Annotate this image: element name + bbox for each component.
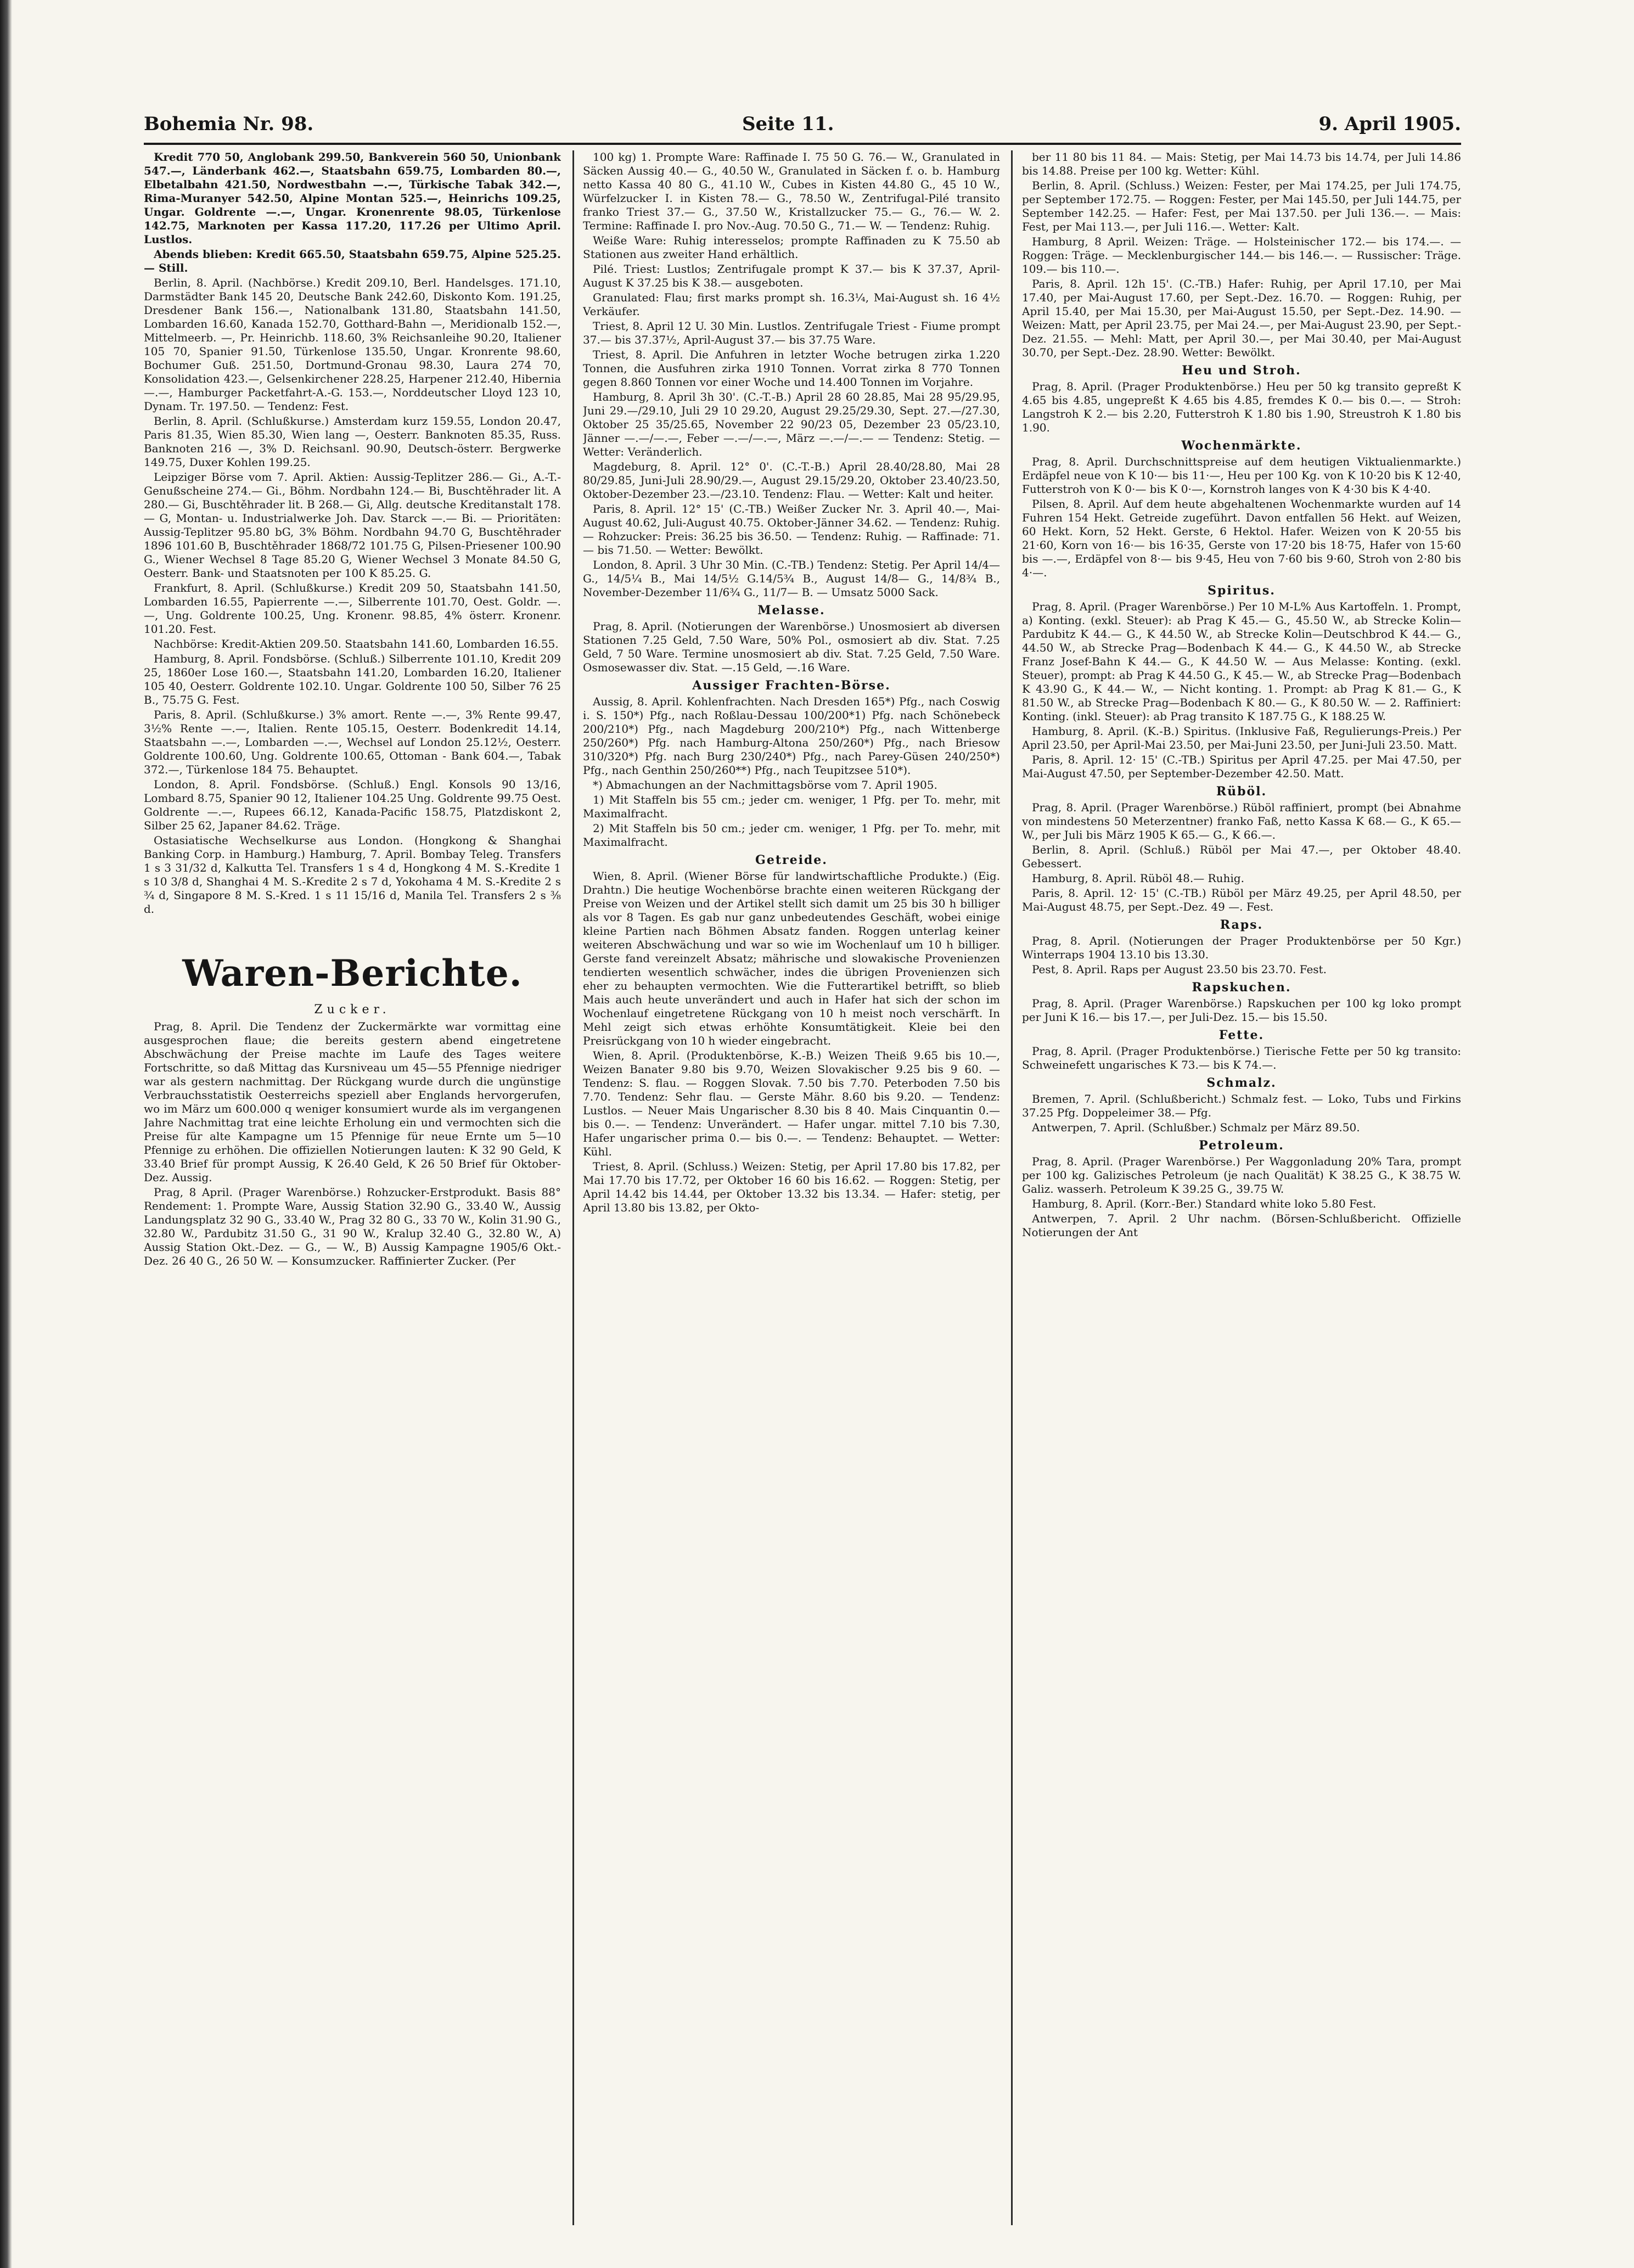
section-heading: Getreide. [755,853,828,867]
market-report-paragraph: Leipziger Börse vom 7. April. Aktien: Aussig-Teplitzer 286.— Gi., A.-T.-Genußscheine 274.— Gi., Böhm. Nordbahn 124.— Bi, Buschtěhrader lit. A 280.— Gi, Buschtěhrader lit. B 268.— Gi, Allg. deutsche Kreditanstalt 178.— G, Montan- u. Industrialwerke Joh. Dav. Starck —.— Bi. — Prioritäten: Aussig-Teplitzer 95.80 bG, 3% Böhm. Nordbahn 94.70 G, Buschtěhrader 1896 101.60 B, Buschtěhrader 1868/72 101.75 G, Pilsen-Priesener 100.90 G., Wiener Wechsel 8 Tage 85.20 G, Wiener Wechsel 3 Monate 84.50 G, Oesterr. Bank- und Staatsnoten per 100 K 85.25. G. [144,470,561,580]
market-report-paragraph: Hamburg, 8. April. Rüböl 48.— Ruhig. [1032,872,1244,885]
market-report-paragraph: Paris, 8. April. 12· 15' (C.-TB.) Rüböl per März 49.25, per April 48.50, per Mai-August 48.75, per Sept.-Dez. 49 —. Fest. [1022,886,1461,913]
market-report-paragraph: Prag, 8. April. (Prager Warenbörse.) Rüböl raffiniert, prompt (bei Abnahme von mindestens 50 Meterzentner) franko Faß, netto Kassa K 68.— G., K 65.— W., per Juli bis März 1905 K 65.— G., K 66.—. [1022,801,1461,841]
column-2 [583,150,1000,2236]
section-heading: Rüböl. [1216,784,1267,799]
column-1 [144,150,561,2236]
market-report-paragraph: Antwerpen, 7. April. (Schlußber.) Schmalz per März 89.50. [1032,1121,1360,1134]
market-report-paragraph: Nachbörse: Kredit-Aktien 209.50. Staatsbahn 141.60, Lombarden 16.55. [154,637,559,650]
market-report-paragraph: Pest, 8. April. Raps per August 23.50 bis 23.70. Fest. [1032,963,1327,976]
market-report-paragraph: Triest, 8. April. Die Anfuhren in letzter Woche betrugen zirka 1.220 Tonnen, die Ausfuhren zirka 1910 Tonnen. Vorrat zirka 8 770 Tonnen gegen 8.860 Tonnen vor einer Woche und 14.400 Tonnen im Vorjahre. [583,348,1000,389]
market-report-paragraph: Berlin, 8. April. (Schluß.) Rüböl per Mai 47.—, per Oktober 48.40. Gebessert. [1022,843,1461,870]
market-report-paragraph: Prag, 8. April. (Prager Produktenbörse.) Tierische Fette per 50 kg transito: Schweinefett ungarisches K 73.— bis K 74.—. [1022,1045,1461,1071]
market-report-paragraph: Prag, 8. April. (Prager Produktenbörse.) Heu per 50 kg transito gepreßt K 4.65 bis 4.85, ungepreßt K 4.65 bis 4.85, fremdes K 0.— bis 0.—. — Stroh: Langstroh K 2.— bis 2.20, Futterstroh K 1.80 bis 1.90, Streustroh K 1.80 bis 1.90. [1022,380,1461,434]
header-date: 9. April 1905. [1318,113,1461,135]
market-report-paragraph: Ostasiatische Wechselkurse aus London. (Hongkong & Shanghai Banking Corp. in Hamburg.) Hamburg, 7. April. Bombay Teleg. Transfers 1 s 3 31/32 d, Kalkutta Tel. Transfers 1 s 4 d, Hongkong 4 M. S.-Kredite 1 s 10 3/8 d, Shanghai 4 M. S.-Kredite 2 s 7 d, Yokohama 4 M. S.-Kredite 2 s ¾ d, Singapore 8 M. S.-Kred. 1 s 11 15/16 d, Manila Tel. Transfers 2 s ⅜ d. [144,834,561,916]
page-header [144,110,1461,145]
page-content [144,110,1461,2239]
market-report-paragraph: Wien, 8. April. (Produktenbörse, K.-B.) Weizen Theiß 9.65 bis 10.—, Weizen Banater 9.80 bis 9.70, Weizen Slovakischer 9.25 bis 9 60. — Tendenz: S. flau. — Roggen Slovak. 7.50 bis 7.70. Peterboden 7.50 bis 7.70. Tendenz: Sehr flau. — Gerste Mähr. 8.60 bis 9.20. — Tendenz: Lustlos. — Neuer Mais Ungarischer 8.30 bis 8 40. Mais Cinquantin 0.— bis 0.—. — Tendenz: Unverändert. — Hafer ungar. mittel 7.10 bis 7.30, Hafer ungarischer prima 0.— bis 0.—. — Tendenz: Behauptet. — Wetter: Kühl. [583,1049,1000,1158]
market-report-paragraph: Hamburg, 8. April. (K.-B.) Spiritus. (Inklusive Faß, Regulierungs-Preis.) Per April 23.50, per April-Mai 23.50, per Mai-Juni 23.50, per Juni-Juli 23.50. Matt. [1022,725,1461,751]
market-report-paragraph: Kredit 770 50, Anglobank 299.50, Bankverein 560 50, Unionbank 547.—, Länderbank 462.—, Staatsbahn 659.75, Lombarden 80.—, Elbetalbahn 421.50, Nordwestbahn —.—, Türkische Tabak 342.—, Rima-Muranyer 542.50, Alpine Montan 525.—, Heinrichs 109.25, Ungar. Goldrente —.—, Ungar. Kronenrente 98.05, Türkenlose 142.75, Marknoten per Kassa 117.20, 117.26 per Ultimo April. Lustlos. [144,150,561,246]
column-3 [1022,150,1461,2236]
section-heading: Schmalz. [1206,1076,1277,1090]
section-heading: Heu und Stroh. [1182,363,1301,378]
subsection-title: Zucker. [314,1003,391,1017]
market-report-paragraph: Prag, 8 April. (Prager Warenbörse.) Rohzucker-Erstprodukt. Basis 88° Rendement: 1. Prompte Ware, Aussig Station 32.90 G., 33.40 W., Aussig Landungsplatz 32 90 G., 33.40 W., Prag 32 80 G., 33 70 W., Kolin 31.90 G., 32.80 W., Pardubitz 31.50 G., 31 90 W., Kralup 32.40 G., 32.80 W., A) Aussig Station Okt.-Dez. — G., — W., B) Aussig Kampagne 1905/6 Okt.-Dez. 26 40 G., 26 50 W. — Konsumzucker. Raffinierter Zucker. (Per [144,1186,561,1267]
market-report-paragraph: *) Abmachungen an der Nachmittagsbörse vom 7. April 1905. [593,778,937,791]
section-heading: Rapskuchen. [1192,980,1292,995]
column-rule [572,150,574,2225]
market-report-paragraph: Hamburg, 8 April. Weizen: Träge. — Holsteinischer 172.— bis 174.—. — Roggen: Träge. — Mecklenburgischer 144.— bis 146.—. — Russischer: Träge. 109.— bis 110.—. [1022,235,1461,276]
market-report-paragraph: Berlin, 8. April. (Schluss.) Weizen: Fester, per Mai 174.25, per Juli 174.75, per September 172.75. — Roggen: Fester, per Mai 145.50, per Juli 144.75, per September 142.25. — Hafer: Fest, per Mai 137.50. per Juli 136.—. — Mais: Fest, per Mai 113.—, per Juli 116.—. Wetter: Kalt. [1022,179,1461,233]
market-report-paragraph: Aussig, 8. April. Kohlenfrachten. Nach Dresden 165*) Pfg., nach Coswig i. S. 150*) Pfg., nach Roßlau-Dessau 100/200*1) Pfg. nach Schönebeck 200/210*) Pfg., nach Magdeburg 200/210*) Pfg., nach Wittenberge 250/260*) Pfg. nach Hamburg-Altona 250/260*) Pfg., nach Briesow 310/320*) Pfg. nach Burg 230/240*) Pfg., nach Parey-Güsen 240/250*) Pfg., nach Genthin 250/260**) Pfg., nach Teupitzsee 510*). [583,695,1000,777]
market-report-paragraph: Berlin, 8. April. (Schlußkurse.) Amsterdam kurz 159.55, London 20.47, Paris 81.35, Wien 85.30, Wien lang —, Oesterr. Banknoten 85.35, Russ. Banknoten 216 —, 3% D. Reichsanl. 90.90, Deutsch-österr. Bergwerke 149.75, Duxer Kohlen 199.25. [144,414,561,469]
market-report-paragraph: Hamburg, 8. April. Fondsbörse. (Schluß.) Silberrente 101.10, Kredit 209 25, 1860er Lose 160.—, Staatsbahn 141.20, Lombarden 16.20, Italiener 105 40, Oesterr. Goldrente 102.10. Ungar. Goldrente 100 50, Silber 76 25 B., 75.75 G. Fest. [144,652,561,706]
market-report-paragraph: Wien, 8. April. (Wiener Börse für landwirtschaftliche Produkte.) (Eig. Drahtn.) Die heutige Wochenbörse brachte einen weiteren Rückgang der Preise von Weizen und der Artikel stellt sich damit um 25 bis 30 h billiger als vor 8 Tagen. Es gab nur ganz unbedeutendes Geschäft, wobei einige kleine Partien nach Böhmen Absatz fanden. Roggen unterlag keiner weiteren Abschwächung und war so wie im Wochenlauf um 10 h billiger. Gerste fand vereinzelt Absatz; mährische und slowakische Provenienzen tendierten wesentlich schwächer, indes die übrigen Provenienzen sich eher zu behaupten vermochten. Wie die Futterartikel betrifft, so blieb Mais auch heute unverändert und auch in Hafer hat sich der schon im Wochenlauf eingetretene Rückgang von 10 h meist noch verschärft. In Mehl zeigt sich etwas erhöhte Konsumtätigkeit. Kleie bei den Preisrückgang von 10 h wieder eingebracht. [583,869,1000,1047]
market-report-paragraph: Triest, 8. April. (Schluss.) Weizen: Stetig, per April 17.80 bis 17.82, per Mai 17.70 bis 17.72, per Oktober 16 60 bis 16.62. — Roggen: Stetig, per April 14.42 bis 14.44, per Oktober 13.32 bis 13.34. — Hafer: stetig, per April 13.80 bis 13.82, per Okto- [583,1160,1000,1214]
section-heading: Raps. [1220,918,1264,932]
market-report-paragraph: ber 11 80 bis 11 84. — Mais: Stetig, per Mai 14.73 bis 14.74, per Juli 14.86 bis 14.88. Preise per 100 kg. Wetter: Kühl. [1022,150,1461,177]
section-heading: Fette. [1219,1028,1265,1042]
market-report-paragraph: London, 8. April. 3 Uhr 30 Min. (C.-TB.) Tendenz: Stetig. Per April 14/4— G., 14/5¼ B., Mai 14/5½ G.14/5¾ B., August 14/8— G., 14/8¾ B., November-Dezember 11/6¾ G., 11/7— B. — Umsatz 5000 Sack. [583,558,1000,599]
market-report-paragraph: 100 kg) 1. Prompte Ware: Raffinade I. 75 50 G. 76.— W., Granulated in Säcken Aussig 40.— G., 40.50 W., Granulated in Säcken f. o. b. Hamburg netto Kassa 40 80 G., 41.10 W., Cubes in Kisten 44.80 G., 45 10 W., Würfelzucker I. in Kisten 78.— G., 78.50 W., Zentrifugal-Pilé transito franko Triest 37.— G., 37.50 W., Kristallzucker 75.— G., 76.— W. 2. Termine: Raffinade I. pro Nov.-Aug. 70.50 G., 71.— W. — Tendenz: Ruhig. [583,150,1000,232]
market-report-paragraph: Triest, 8. April 12 U. 30 Min. Lustlos. Zentrifugale Triest - Fiume prompt 37.— bis 37.37½, April-August 37.— bis 37.75 Ware. [583,319,1000,346]
market-report-paragraph: Magdeburg, 8. April. 12° 0'. (C.-T.-B.) April 28.40/28.80, Mai 28 80/29.85, Juni-Juli 28.90/29.—, August 29.15/29.20, Oktober 23.40/23.50, Oktober-Dezember 23.—/23.10. Tendenz: Flau. — Wetter: Kalt und heiter. [583,460,1000,501]
market-report-paragraph: Paris, 8. April. 12° 15' (C.-TB.) Weißer Zucker Nr. 3. April 40.—, Mai-August 40.62, Juli-August 40.75. Oktober-Jänner 34.62. — Tendenz: Ruhig. — Rohzucker: Preis: 36.25 bis 36.50. — Tendenz: Ruhig. — Raffinade: 71.— bis 71.50. — Wetter: Bewölkt. [583,502,1000,557]
market-report-paragraph: Frankfurt, 8. April. (Schlußkurse.) Kredit 209 50, Staatsbahn 141.50, Lombarden 16.55, Papierrente —.—, Silberrente 101.70, Oest. Goldr. —.—, Ung. Goldrente 100.25, Ung. Kronenr. 98.85, 4% österr. Kronenr. 101.20. Fest. [144,581,561,636]
section-heading: Wochenmärkte. [1181,439,1302,453]
market-report-paragraph: Granulated: Flau; first marks prompt sh. 16.3¼, Mai-August sh. 16 4½ Verkäufer. [583,291,1000,318]
header-issue: Bohemia Nr. 98. [144,113,314,135]
header-page-number: Seite 11. [742,113,834,135]
market-report-paragraph: 2) Mit Staffeln bis 50 cm.; jeder cm. weniger, 1 Pfg. per To. mehr, mit Maximalfracht. [583,822,1000,849]
market-report-paragraph: Antwerpen, 7. April. 2 Uhr nachm. (Börsen-Schlußbericht. Offizielle Notierungen der Ant [1022,1212,1461,1239]
section-heading: Aussiger Frachten-Börse. [692,678,891,693]
market-report-paragraph: Hamburg, 8. April 3h 30'. (C.-T.-B.) April 28 60 28.85, Mai 28 95/29.95, Juni 29.—/29.10, Juli 29 10 29.20, August 29.25/29.30, Sept. 27.—/27.30, Oktober 25 35/25.65, November 22 90/23 05, Dezember 23 05/23.10, Jänner —.—/—.—, Feber —.—/—.—, März —.—/—.— — Tendenz: Stetig. — Wetter: Veränderlich. [583,390,1000,458]
market-report-paragraph: Prag, 8. April. (Prager Warenbörse.) Per Waggonladung 20% Tara, prompt per 100 kg. Galizisches Petroleum (je nach Qualität) K 38.25 G., K 38.75 W. Galiz. wasserh. Petroleum K 39.25 G., 39.75 W. [1022,1155,1461,1195]
section-heading: Melasse. [757,603,826,617]
market-report-paragraph: Pilé. Triest: Lustlos; Zentrifugale prompt K 37.— bis K 37.37, April-August K 37.25 bis K 38.— ausgeboten. [583,262,1000,289]
section-title-waren-berichte: Waren-Berichte. [182,952,523,995]
page-binding-shadow [0,0,12,2268]
market-report-paragraph: Bremen, 7. April. (Schlußbericht.) Schmalz fest. — Loko, Tubs und Firkins 37.25 Pfg. Doppeleimer 38.— Pfg. [1022,1092,1461,1119]
column-rule [1011,150,1013,2225]
market-report-paragraph: Paris, 8. April. 12· 15' (C.-TB.) Spiritus per April 47.25. per Mai 47.50, per Mai-August 47.50, per September-Dezember 42.50. Matt. [1022,753,1461,780]
market-report-paragraph: Weiße Ware: Ruhig interesselos; prompte Raffinaden zu K 75.50 ab Stationen aus zweiter Hand erhältlich. [583,234,1000,261]
market-report-paragraph: Prag, 8. April. Durchschnittspreise auf dem heutigen Viktualienmarkte.) Erdäpfel neue von K 10·— bis 11·—, Heu per 100 Kg. von K 10·20 bis K 12·40, Futterstroh von K 0·— bis K 0·—, Kornstroh langes von K 4·30 bis K 4·40. [1022,455,1461,496]
market-report-paragraph: Paris, 8. April. (Schlußkurse.) 3% amort. Rente —.—, 3% Rente 99.47, 3½% Rente —.—, Italien. Rente 105.15, Oesterr. Bodenkredit 14.14, Staatsbahn —.—, Lombarden —.—, Wechsel auf London 25.12½, Oesterr. Goldrente 100.60, Ung. Goldrente 100.65, Ottoman - Bank 604.—, Tabak 372.—, Türkenlose 184 75. Behauptet. [144,708,561,776]
section-heading: Petroleum. [1199,1138,1284,1153]
market-report-paragraph: Paris, 8. April. 12h 15'. (C.-TB.) Hafer: Ruhig, per April 17.10, per Mai 17.40, per Mai-August 17.60, per Sept.-Dez. 16.70. — Roggen: Ruhig, per April 15.40, per Mai 15.30, per Mai-August 15.50, per Sept.-Dez. 14.90. — Weizen: Matt, per April 23.75, per Mai 24.—, per Mai-August 23.90, per Sept.-Dez. 21.55. — Mehl: Matt, per April 30.—, per Mai 30.40, per Mai-August 30.70, per Sept.-Dez. 28.90. Wetter: Bewölkt. [1022,277,1461,359]
market-report-paragraph: 1) Mit Staffeln bis 55 cm.; jeder cm. weniger, 1 Pfg. per To. mehr, mit Maximalfracht. [583,793,1000,820]
market-report-paragraph: Abends blieben: Kredit 665.50, Staatsbahn 659.75, Alpine 525.25. — Still. [144,248,561,274]
section-heading: Spiritus. [1208,583,1276,598]
market-report-paragraph: Hamburg, 8. April. (Korr.-Ber.) Standard white loko 5.80 Fest. [1032,1197,1377,1210]
market-report-paragraph: Prag, 8. April. Die Tendenz der Zuckermärkte war vormittag eine ausgesprochen flaue; die bereits gestern abend eingetretene Abschwächung der Preise machte im Laufe des Tages weitere Fortschritte, so daß Mittag das Kursniveau um 45—55 Pfennige niedriger war als gestern nachmittag. Der Rückgang wurde durch die ungünstige Verbrauchsstatistik Oesterreichs speziell aber Englands hervorgerufen, wo im März um 600.000 q weniger konsumiert wurde als im vergangenen Jahre Nachmittag trat eine leichte Erholung ein und vermochten sich die Preise für alte Kampagne um 15 Pfennige für neue Ernte um 5—10 Pfennige zu erhöhen. Die offiziellen Notierungen lauten: K 32 90 Geld, K 33.40 Brief für prompt Aussig, K 26.40 Geld, K 26 50 Brief für Oktober-Dez. Aussig. [144,1020,561,1184]
market-report-paragraph: Pilsen, 8. April. Auf dem heute abgehaltenen Wochenmarkte wurden auf 14 Fuhren 154 Hekt. Getreide zugeführt. Davon entfallen 56 Hekt. auf Weizen, 60 Hekt. Korn, 52 Hekt. Gerste, 6 Hektol. Hafer. Weizen von K 20·55 bis 21·60, Korn von 16·— bis 16·35, Gerste von 17·20 bis 18·75, Hafer von 15·60 bis —.—, Erdäpfel von 8·— bis 9·45, Heu von 7·60 bis 9·60, Stroh von 2·80 bis 4·—. [1022,497,1461,579]
market-report-paragraph: Prag, 8. April. (Prager Warenbörse.) Rapskuchen per 100 kg loko prompt per Juni K 16.— bis 17.—, per Juli-Dez. 15.— bis 15.50. [1022,997,1461,1024]
market-report-paragraph: Prag, 8. April. (Prager Warenbörse.) Per 10 M-L% Aus Kartoffeln. 1. Prompt, a) Konting. (exkl. Steuer): ab Prag K 45.— G., 45.50 W., ab Strecke Kolin—Pardubitz K 44.— G., K 44.50 W., ab Strecke Kolin—Deutschbrod K 44.— G., 44.50 W., ab Strecke Prag—Bodenbach K 44.— G., K 44.50 W., ab Strecke Franz Josef-Bahn K 44.— G., K 44.50 W. — Aus Melasse: Konting. (exkl. Steuer), prompt: ab Prag K 44.50 G., K 45.— W., ab Strecke Prag—Bodenbach K 43.90 G., K 44.— W., — Nicht konting. 1. Prompt: ab Prag K 81.— G., K 81.50 W., ab Strecke Prag—Bodenbach K 80.— G., K 80.50 W. — 2. Raffiniert: Konting. (inkl. Steuer): ab Prag transito K 187.75 G., K 188.25 W. [1022,600,1461,723]
market-report-paragraph: London, 8. April. Fondsbörse. (Schluß.) Engl. Konsols 90 13/16, Lombard 8.75, Spanier 90 12, Italiener 104.25 Ung. Goldrente 99.75 Oest. Goldrente —.—, Rupees 66.12, Kanada-Pacific 158.75, Platzdiskont 2, Silber 25 62, Japaner 84.62. Träge. [144,778,561,832]
market-report-paragraph: Prag, 8. April. (Notierungen der Prager Produktenbörse per 50 Kgr.) Winterraps 1904 13.10 bis 13.30. [1022,934,1461,961]
market-report-paragraph: Berlin, 8. April. (Nachbörse.) Kredit 209.10, Berl. Handelsges. 171.10, Darmstädter Bank 145 20, Deutsche Bank 242.60, Diskonto Kom. 191.25, Dresdener Bank 156.—, Nationalbank 131.80, Staatsbahn 141.50, Lombarden 16.60, Kanada 152.70, Gotthard-Bahn —, Meridionalb 152.—, Mittelmeerb. —, Pr. Heinrichb. 118.60, 3% Reichsanleihe 90.20, Italiener 105 70, Spanier 91.50, Türkenlose 135.50, Ungar. Kronrente 98.60, Bochumer Guß. 251.50, Dortmund-Gronau 98.30, Laura 274 70, Konsolidation 423.—, Gelsenkirchener 228.25, Harpener 212.40, Hibernia —.—, Hamburger Packetfahrt-A.-G. 153.—, Norddeutscher Lloyd 123 10, Dynam. Tr. 197.50. — Tendenz: Fest. [144,276,561,413]
market-report-paragraph: Prag, 8. April. (Notierungen der Warenbörse.) Unosmosiert ab diversen Stationen 7.25 Geld, 7.50 Ware, 50% Pol., osmosiert ab div. Stat. 7.25 Geld, 7 50 Ware. Termine unosmosiert ab div. Stat. 7.25 Geld, 7.50 Ware. Osmosewasser div. Stat. —.15 Geld, —.16 Ware. [583,620,1000,674]
